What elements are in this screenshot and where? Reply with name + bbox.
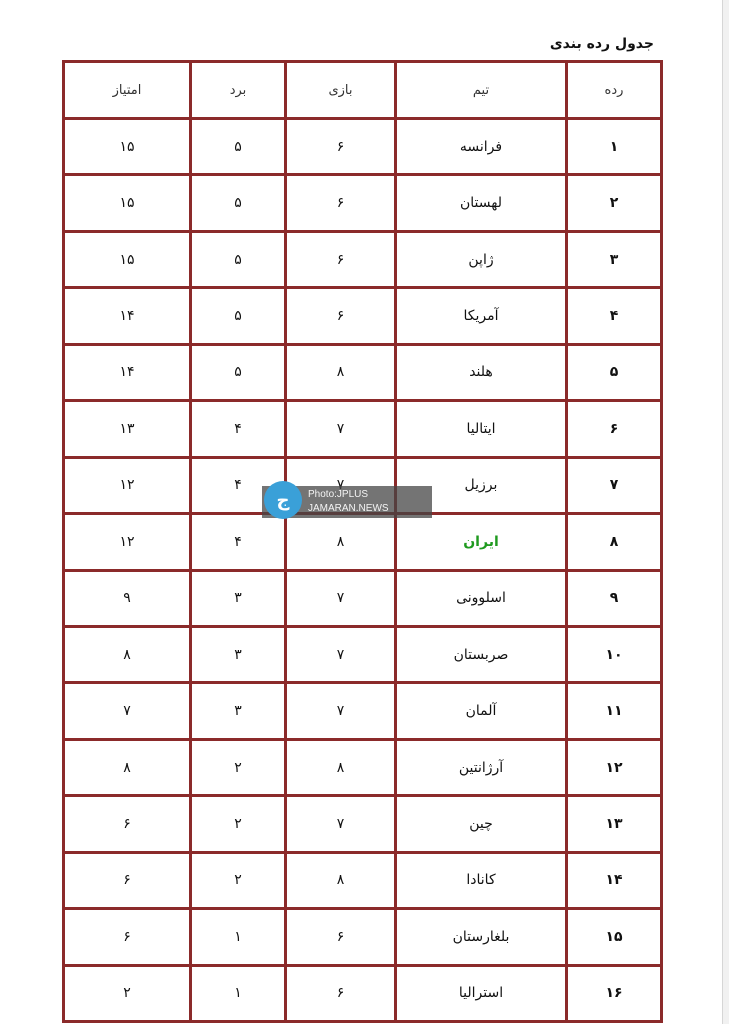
cell-won: ۳	[191, 570, 286, 626]
cell-points: ۶	[64, 909, 191, 965]
table-row	[64, 683, 662, 739]
cell-points: ۱۴	[64, 344, 191, 400]
cell-played: ۶	[286, 909, 396, 965]
cell-points: ۱۵	[64, 175, 191, 231]
table-row	[64, 570, 662, 626]
cell-won: ۵	[191, 231, 286, 287]
cell-won: ۳	[191, 626, 286, 682]
watermark-line-1: Photo:JPLUS	[308, 489, 369, 500]
cell-won: ۴	[191, 514, 286, 570]
table-row	[64, 288, 662, 344]
cell-won: ۲	[191, 852, 286, 908]
cell-team: کانادا	[396, 852, 567, 908]
cell-points: ۸	[64, 739, 191, 795]
standings-table	[62, 60, 663, 1023]
cell-team: اسلوونی	[396, 570, 567, 626]
cell-team: ژاپن	[396, 231, 567, 287]
cell-points: ۱۳	[64, 401, 191, 457]
cell-won: ۵	[191, 175, 286, 231]
cell-won: ۱	[191, 909, 286, 965]
cell-played: ۸	[286, 344, 396, 400]
cell-rank: ۱۵	[567, 909, 662, 965]
cell-rank: ۱۳	[567, 796, 662, 852]
table-row	[64, 175, 662, 231]
header-row	[64, 62, 662, 119]
table-row	[64, 514, 662, 570]
table-row	[64, 852, 662, 908]
cell-won: ۵	[191, 344, 286, 400]
cell-played: ۷	[286, 626, 396, 682]
table-row	[64, 965, 662, 1021]
cell-played: ۸	[286, 852, 396, 908]
cell-won: ۵	[191, 119, 286, 175]
header-points: امتیاز	[64, 62, 191, 119]
cell-team: بلغارستان	[396, 909, 567, 965]
cell-team: فرانسه	[396, 119, 567, 175]
cell-played: ۶	[286, 965, 396, 1021]
cell-won: ۵	[191, 288, 286, 344]
cell-team: ایتالیا	[396, 401, 567, 457]
cell-points: ۹	[64, 570, 191, 626]
table-row	[64, 231, 662, 287]
cell-won: ۲	[191, 796, 286, 852]
cell-won: ۴	[191, 457, 286, 513]
cell-rank: ۱۱	[567, 683, 662, 739]
table-row	[64, 796, 662, 852]
cell-rank: ۴	[567, 288, 662, 344]
cell-rank: ۷	[567, 457, 662, 513]
cell-points: ۷	[64, 683, 191, 739]
cell-rank: ۱۶	[567, 965, 662, 1021]
cell-rank: ۸	[567, 514, 662, 570]
cell-rank: ۱۰	[567, 626, 662, 682]
cell-points: ۱۵	[64, 231, 191, 287]
watermark-line-2: JAMARAN.NEWS	[308, 503, 389, 514]
cell-team: آمریکا	[396, 288, 567, 344]
cell-played: ۷	[286, 796, 396, 852]
cell-played: ۷	[286, 570, 396, 626]
cell-points: ۶	[64, 796, 191, 852]
cell-played: ۷	[286, 401, 396, 457]
table-row	[64, 909, 662, 965]
cell-team: برزیل	[396, 457, 567, 513]
cell-rank: ۶	[567, 401, 662, 457]
cell-rank: ۵	[567, 344, 662, 400]
table-row	[64, 344, 662, 400]
cell-points: ۸	[64, 626, 191, 682]
cell-team: آرژانتین	[396, 739, 567, 795]
cell-played: ۶	[286, 175, 396, 231]
cell-points: ۱۲	[64, 457, 191, 513]
cell-team: استرالیا	[396, 965, 567, 1021]
cell-team: آلمان	[396, 683, 567, 739]
cell-played: ۸	[286, 739, 396, 795]
table-row	[64, 626, 662, 682]
cell-played: ۷	[286, 683, 396, 739]
table-row	[64, 119, 662, 175]
cell-won: ۲	[191, 739, 286, 795]
cell-won: ۱	[191, 965, 286, 1021]
header-rank: رده	[567, 62, 662, 119]
cell-team: ایران	[396, 514, 567, 570]
photo-watermark	[262, 486, 432, 518]
cell-played: ۶	[286, 288, 396, 344]
cell-played: ۸	[286, 514, 396, 570]
cell-rank: ۳	[567, 231, 662, 287]
cell-rank: ۱۲	[567, 739, 662, 795]
cell-team: چین	[396, 796, 567, 852]
cell-points: ۲	[64, 965, 191, 1021]
header-won: برد	[191, 62, 286, 119]
cell-rank: ۲	[567, 175, 662, 231]
table-row	[64, 739, 662, 795]
cell-points: ۱۵	[64, 119, 191, 175]
cell-points: ۶	[64, 852, 191, 908]
cell-team: هلند	[396, 344, 567, 400]
cell-points: ۱۲	[64, 514, 191, 570]
cell-won: ۴	[191, 401, 286, 457]
cell-rank: ۱۴	[567, 852, 662, 908]
cell-team: صربستان	[396, 626, 567, 682]
cell-rank: ۹	[567, 570, 662, 626]
page-title: جدول رده بندی	[549, 36, 654, 52]
cell-points: ۱۴	[64, 288, 191, 344]
jamaran-logo-icon: ج	[264, 481, 302, 519]
cell-played: ۶	[286, 231, 396, 287]
table-row	[64, 401, 662, 457]
cell-team: لهستان	[396, 175, 567, 231]
cell-rank: ۱	[567, 119, 662, 175]
cell-played: ۶	[286, 119, 396, 175]
header-played: بازی	[286, 62, 396, 119]
cell-won: ۳	[191, 683, 286, 739]
header-team: تیم	[396, 62, 567, 119]
